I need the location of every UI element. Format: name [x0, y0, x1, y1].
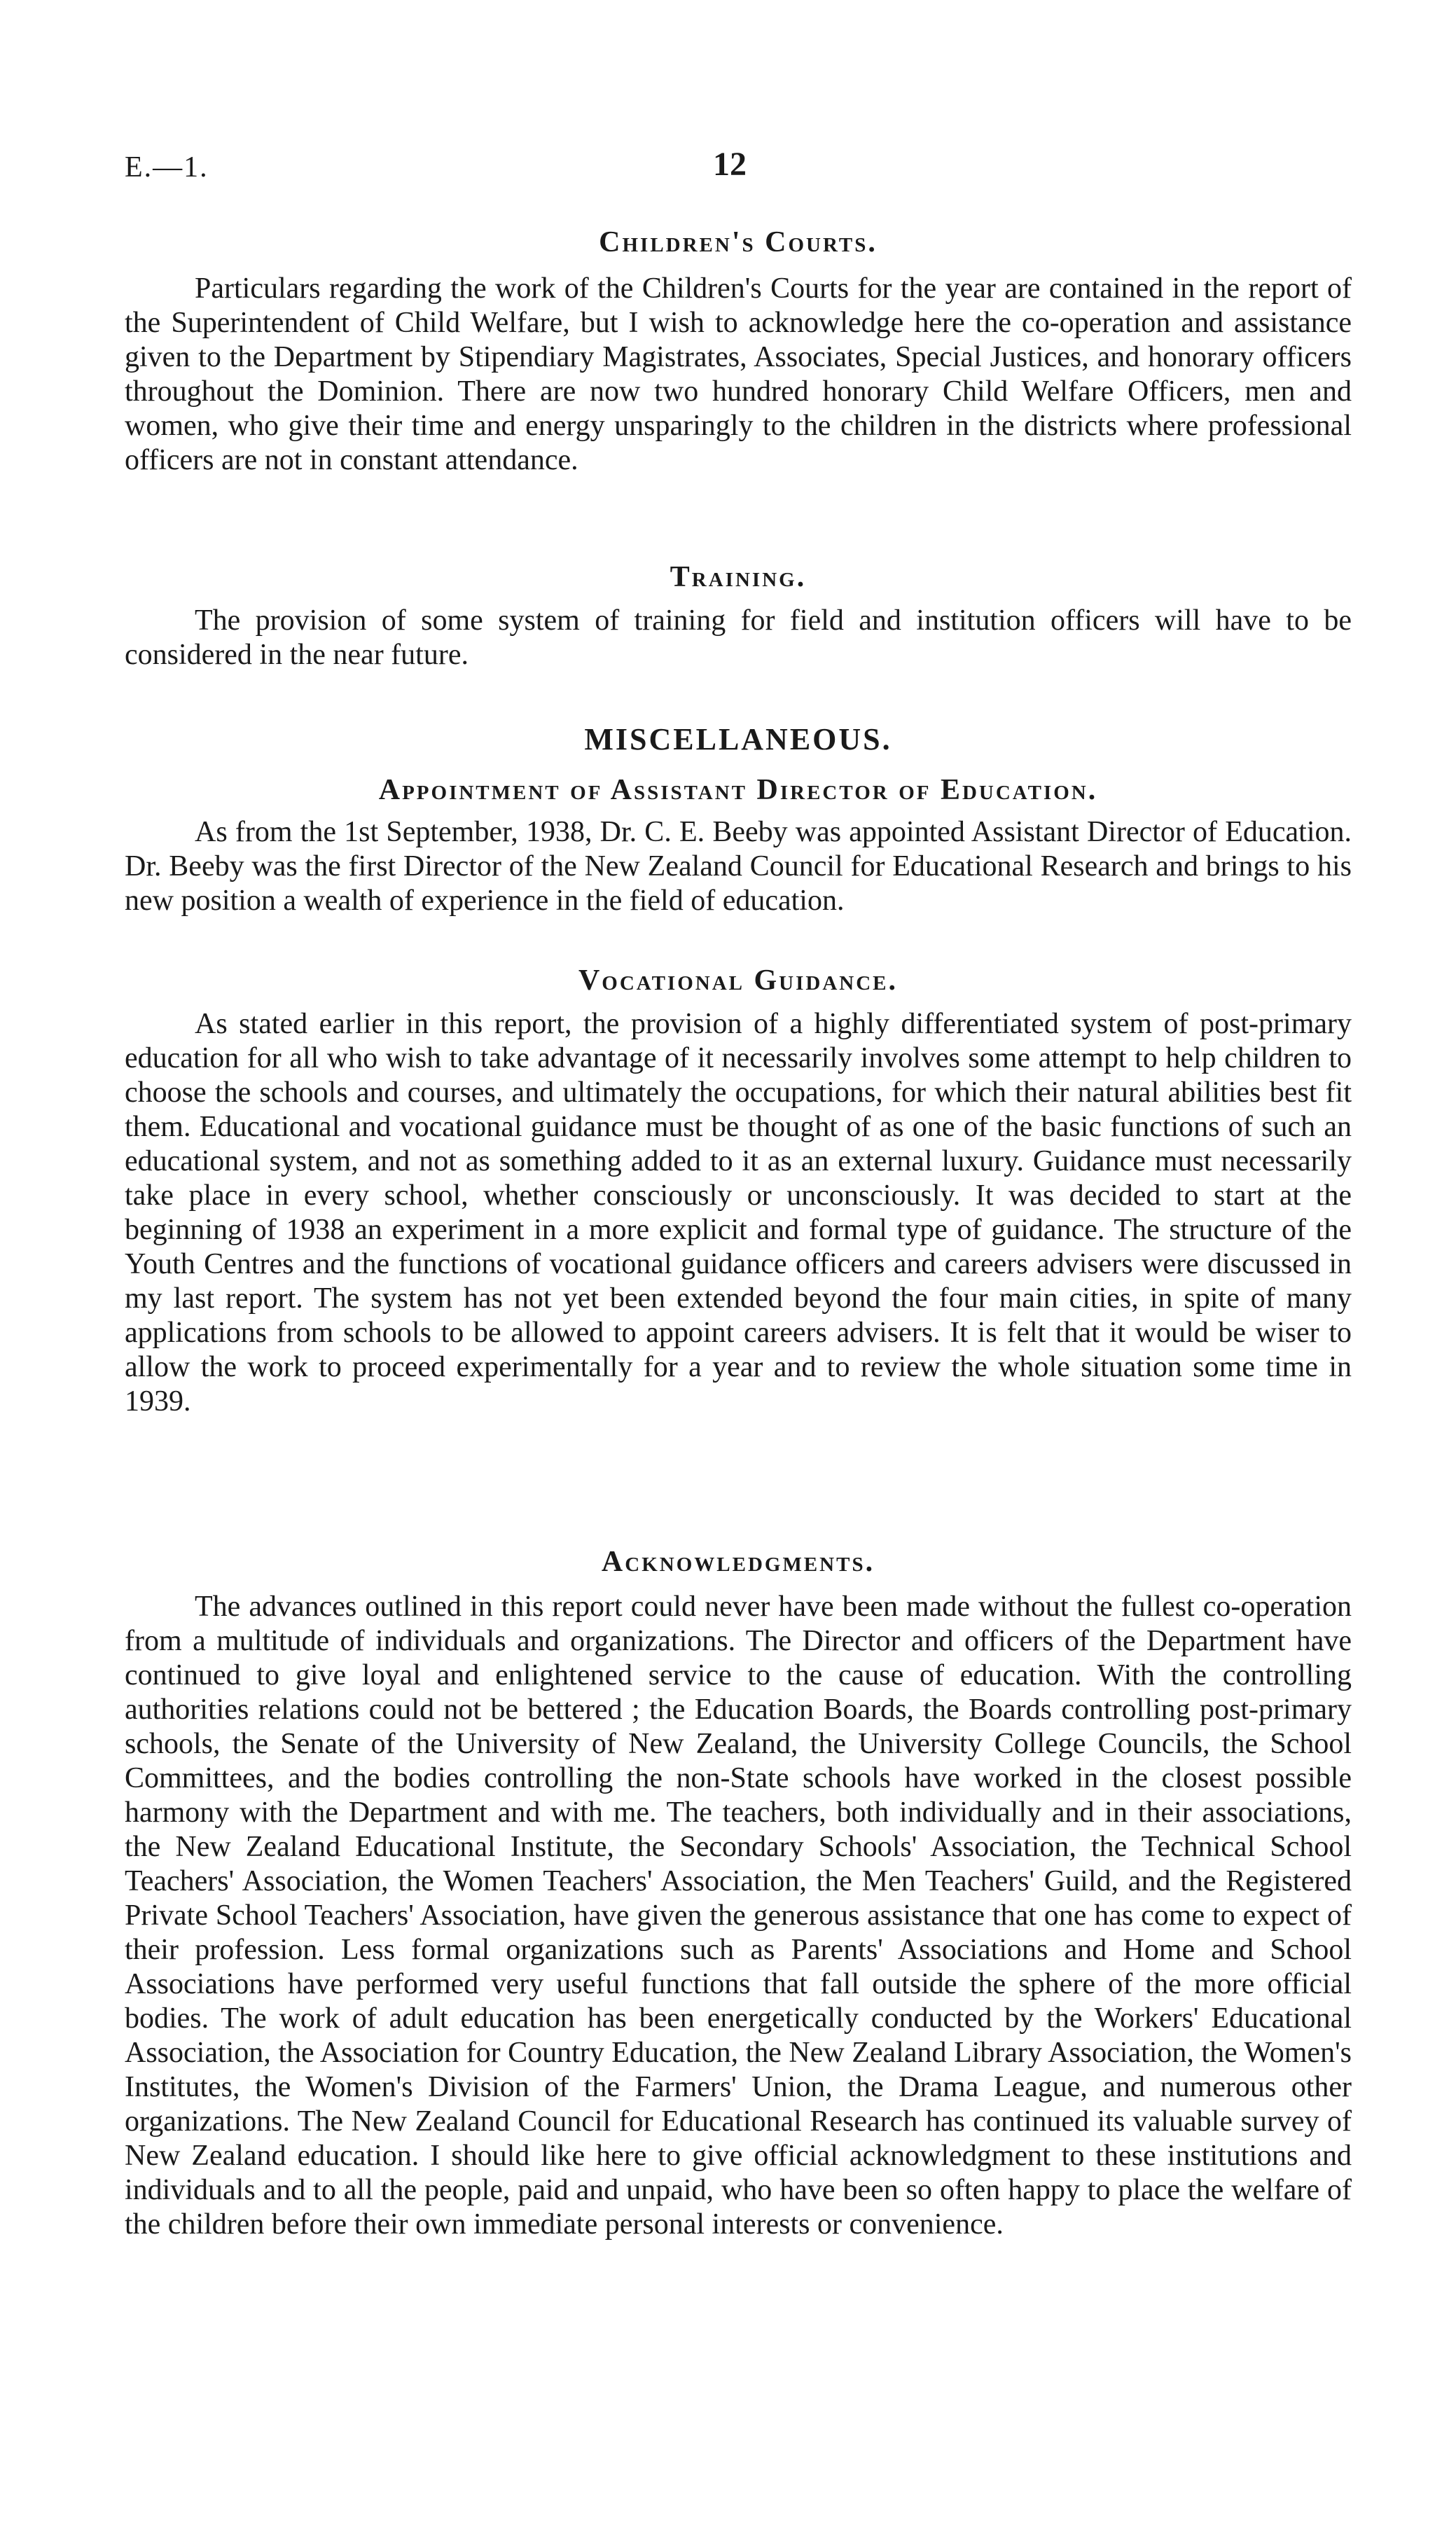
section-training-body [125, 604, 1352, 672]
page-header [125, 146, 1352, 193]
paragraph: The advances outlined in this report could never have been made without the fullest co-operation from a multitude of individuals and organizations. The Director and officers of the Department have continued to give loyal and enlightened service to the cause of education. With the controlling authorities relations could not be bettered ; the Education Boards, the Boards controlling post-primary schools, the Senate of the University of New Zealand, the University College Councils, the School Committees, and the bodies controlling the non-State schools have worked in the closest possible harmony with the Department and with me. The teachers, both individually and in their associations, the New Zealand Educational Institute, the Secondary Schools' Association, the Technical School Teachers' Association, the Women Teachers' Association, the Men Teachers' Guild, and the Registered Private School Teachers' Association, have given the generous assistance that one has come to expect of their profession. Less formal organizations such as Parents' Associations and Home and School Associations have performed very useful functions that fall outside the sphere of the more official bodies. The work of adult education has been energetically conducted by the Workers' Educational Association, the Association for Country Education, the New Zealand Library Association, the Women's Institutes, the Women's Division of the Farmers' Union, the Drama League, and numerous other organizations. The New Zealand Council for Educational Research has continued its valuable survey of New Zealand education. I should like here to give official acknowledgment to these institutions and individuals and to all the people, paid and unpaid, who have been so often happy to place the welfare of the children before their own immediate personal interests or convenience. [125, 1591, 1352, 2241]
paragraph: As from the 1st September, 1938, Dr. C. E. Beeby was appointed Assistant Director of Education. Dr. Beeby was the first Director of the New Zealand Council for Educational Research and brings to his new position a wealth of experience in the field of education. [125, 816, 1352, 917]
section-acknowledgments [125, 1545, 1352, 1579]
section-appointment-body [125, 815, 1352, 918]
document-reference: E.—1. [125, 151, 209, 184]
section-training [125, 560, 1352, 594]
major-heading: MISCELLANEOUS. [584, 722, 892, 756]
section-heading: Vocational Guidance. [578, 964, 899, 997]
section-childrens-courts [125, 226, 1352, 259]
section-heading: Appointment of Assistant Director of Education. [378, 774, 1098, 806]
section-appointment [125, 773, 1352, 807]
section-vocational-body [125, 1007, 1352, 1419]
section-acknowledgments-body [125, 1590, 1352, 2242]
section-heading: Training. [670, 561, 807, 593]
section-miscellaneous [125, 721, 1352, 757]
section-heading: Children's Courts. [599, 226, 878, 258]
paragraph: The provision of some system of training for field and institution officers will have to be considered in the near future. [125, 604, 1352, 671]
page-number: 12 [713, 146, 747, 183]
section-vocational [125, 964, 1352, 997]
section-childrens-courts-body [125, 272, 1352, 478]
paragraph: Particulars regarding the work of the Children's Courts for the year are contained in the report of the Superintendent of Child Welfare, but I wish to acknowledge here the co-operation and assistance given to the Department by Stipendiary Magistrates, Associates, Special Justices, and honorary officers throughout the Dominion. There are now two hundred honorary Child Welfare Officers, men and women, who give their time and energy unsparingly to the children in the districts where professional officers are not in constant attendance. [125, 272, 1352, 476]
section-heading: Acknowledgments. [601, 1546, 875, 1578]
paragraph: As stated earlier in this report, the provision of a highly differentiated system of post-primary education for all who wish to take advantage of it necessarily involves some attempt to help children to choose the schools and courses, and ultimately the occupations, for which their natural abilities best fit them. Educational and vocational guidance must be thought of as one of the basic functions of such an educational system, and not as something added to it as an external luxury. Guidance must necessarily take place in every school, whether consciously or unconsciously. It was decided to start at the beginning of 1938 an experiment in a more explicit and formal type of guidance. The structure of the Youth Centres and the functions of vocational guidance officers and careers advisers were discussed in my last report. The system has not yet been extended beyond the four main cities, in spite of many applications from schools to be allowed to appoint careers advisers. It is felt that it would be wiser to allow the work to proceed experimentally for a year and to review the whole situation some time in 1939. [125, 1008, 1352, 1418]
